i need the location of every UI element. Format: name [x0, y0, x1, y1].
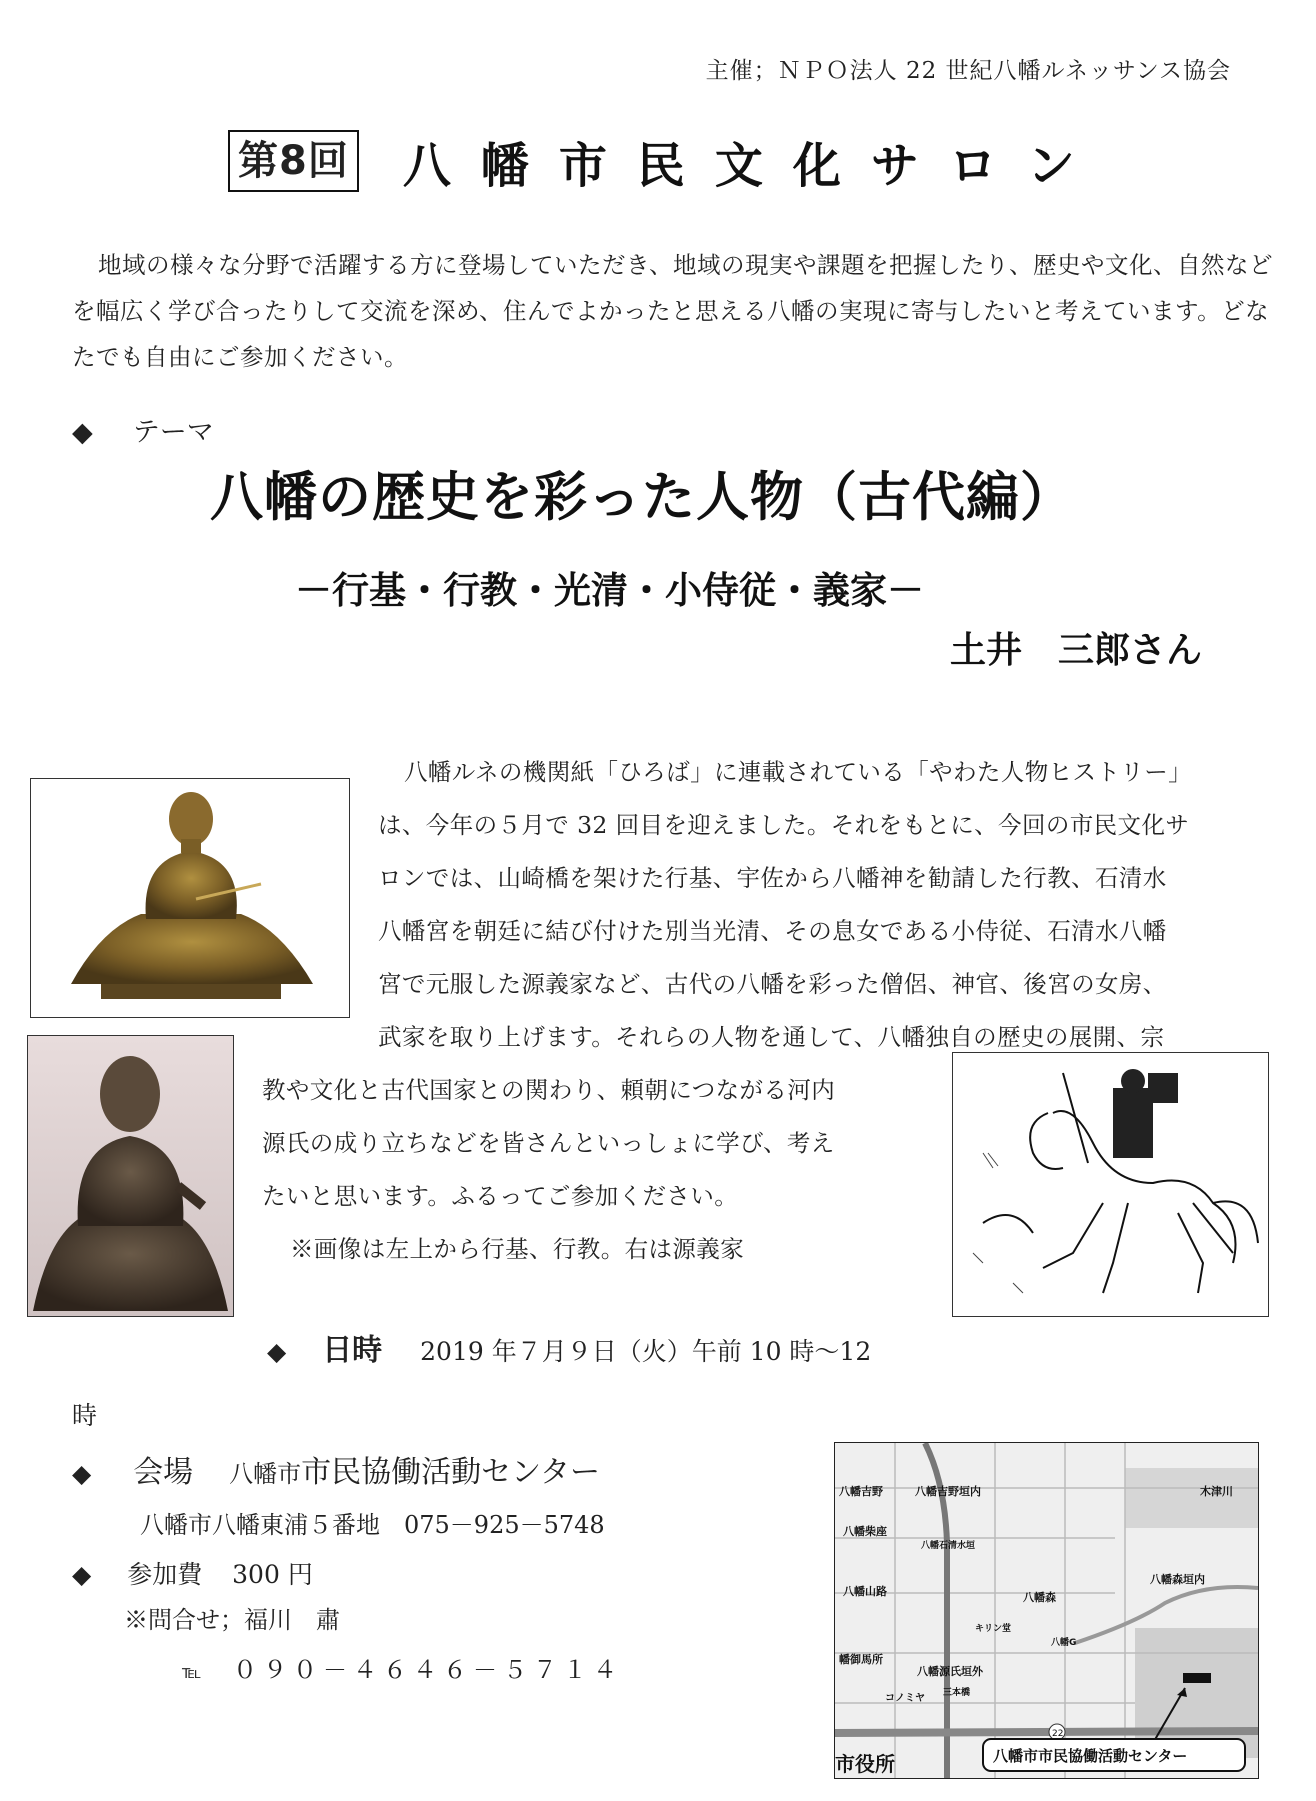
gyoki-statue-image [30, 778, 350, 1018]
map-label: 八幡源氏垣外 [917, 1665, 983, 1678]
map-label: 幡御馬所 [839, 1653, 883, 1666]
minamoto-yoshiie-image [952, 1052, 1269, 1317]
datetime-label: 日時 [322, 1333, 383, 1368]
map-label: 八幡石清水垣 [921, 1541, 976, 1551]
tel-icon: ℡ [182, 1662, 202, 1683]
lecture-title: 八幡の歴史を彩った人物（古代編） [210, 467, 1074, 528]
fee-label: 参加費 [127, 1560, 203, 1589]
diamond-bullet-icon: ◆ [72, 1560, 92, 1589]
warrior-on-horse-icon [953, 1053, 1268, 1316]
body-line-8: 源氏の成り立ちなどを皆さんといっしょに学び、考え [262, 1129, 835, 1157]
contact-tel: ０９０－４６４６－５７１４ [232, 1656, 623, 1684]
body-line-9: たいと思います。ふるってご参加ください。 [262, 1182, 739, 1210]
theme-label-row [72, 410, 214, 449]
map-label: 八幡吉野 [839, 1485, 883, 1498]
map-label: キリン堂 [975, 1624, 1012, 1634]
theme-label: テーマ [132, 417, 214, 448]
map-label: コノミヤ [885, 1693, 925, 1704]
fee-row [72, 1555, 313, 1591]
diamond-bullet-icon: ◆ [267, 1337, 287, 1366]
map-label: 八幡吉野垣内 [915, 1485, 981, 1498]
map-label: 八幡柴座 [843, 1525, 887, 1538]
datetime-row [267, 1325, 871, 1369]
seated-priest-statue-icon [28, 1036, 233, 1316]
body-line-7: 教や文化と古代国家との関わり、頼朝につながる河内 [262, 1076, 836, 1104]
map-callout: 八幡市市民協働活動センター [993, 1747, 1188, 1765]
seated-monk-statue-icon [31, 779, 349, 1017]
diamond-bullet-icon: ◆ [72, 1459, 92, 1488]
map-label: 木津川 [1200, 1485, 1233, 1498]
venue-label: 会場 [133, 1455, 194, 1490]
organizer-line: 主催；ＮＰＯ法人 22 世紀八幡ルネッサンス協会 [705, 58, 1231, 84]
route-number: 22 [1052, 1729, 1064, 1739]
datetime-wrap: 時 [72, 1401, 98, 1430]
map-label: 八幡森 [1023, 1591, 1056, 1604]
map-label: 八幡山路 [843, 1585, 887, 1598]
body-line-4: 八幡宮を朝廷に結び付けた別当光清、その息女である小侍従、石清水八幡 [378, 917, 1167, 945]
title-row [228, 128, 1105, 194]
venue-address: 八幡市八幡東浦５番地 075－925－5748 [140, 1511, 605, 1539]
datetime-value: 2019 年７月９日（火）午前 10 時～12 [420, 1337, 872, 1366]
map-label: 市役所 [835, 1752, 895, 1776]
diamond-bullet-icon: ◆ [72, 417, 93, 448]
contact-tel-row [182, 1650, 623, 1685]
body-line-6: 武家を取り上げます。それらの人物を通して、八幡独自の歴史の展開、宗 [378, 1023, 1165, 1051]
gyokyo-statue-image [27, 1035, 234, 1317]
speaker-name: 土井 三郎さん [950, 630, 1203, 671]
area-map-icon [835, 1443, 1258, 1778]
venue-marker-icon [1183, 1673, 1211, 1683]
body-line-2: は、今年の５月で 32 回目を迎えました。それをもとに、今回の市民文化サ [378, 811, 1190, 839]
contact-line: ※問合せ；福川 肅 [124, 1606, 340, 1634]
venue-city: 八幡市 [229, 1460, 302, 1488]
lecture-subtitle: －行基・行教・光清・小侍従・義家－ [295, 569, 924, 612]
venue-name: 市民協働活動センター [301, 1455, 600, 1490]
venue-map [834, 1442, 1259, 1779]
map-label: 八幡森垣内 [1150, 1573, 1205, 1586]
fee-value: 300 円 [232, 1560, 313, 1589]
body-line-3: ロンでは、山崎橋を架けた行基、宇佐から八幡神を勧請した行教、石清水 [378, 864, 1167, 892]
intro-paragraph: 地域の様々な分野で活躍する方に登場していただき、地域の現実や課題を把握したり、歴史や文化、自然などを幅広く学び合ったりして交流を深め、住んでよかったと思える八幡の実現に寄与したいと考えています。どなたでも自由にご参加ください。 [72, 251, 1274, 371]
body-line-5: 宮で元服した源義家など、古代の八幡を彩った僧侶、神官、後宮の女房、 [378, 970, 1167, 998]
salon-title: 八幡市民文化サロン [402, 137, 1105, 194]
body-line-1: 八幡ルネの機関紙「ひろば」に連載されている「やわた人物ヒストリー」 [404, 758, 1192, 786]
image-caption: ※画像は左上から行基、行教。右は源義家 [290, 1235, 745, 1263]
map-label: 三本橋 [943, 1688, 971, 1698]
session-badge: 第8回 [228, 130, 359, 192]
venue-row [72, 1447, 600, 1491]
map-label: 八幡G [1051, 1638, 1077, 1648]
